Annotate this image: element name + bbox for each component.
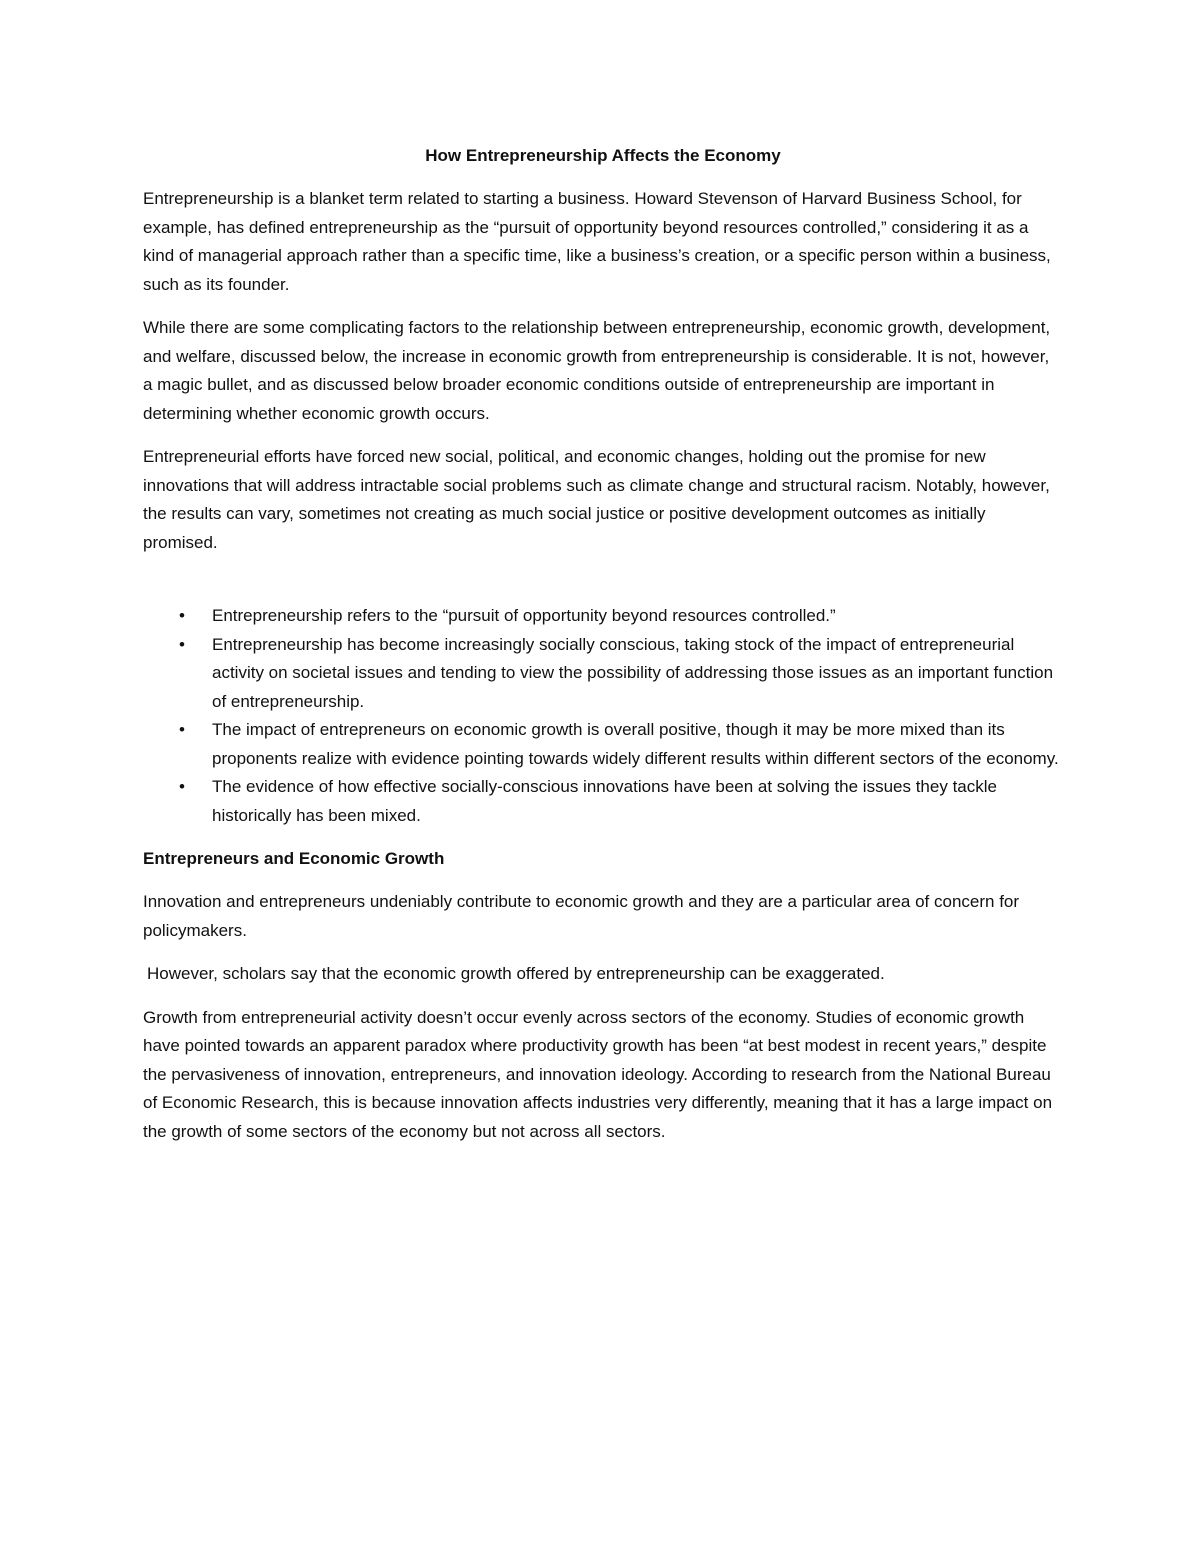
intro-paragraph-1: Entrepreneurship is a blanket term related to starting a business. Howard Stevenson of Harvard Business School, for example, has defined entrepreneurship as the “pursuit of opportunity beyond resources controlled,” considering it as a kind of managerial approach rather than a specific time, like a business’s creation, or a specific person within a business, such as its founder. — [143, 189, 1051, 294]
intro-paragraph-2: While there are some complicating factors to the relationship between entrepreneurship, economic growth, development, and welfare, discussed below, the increase in economic growth from entrepreneurship is considerable. It is not, however, a magic bullet, and as discussed below broader economic conditions outside of entrepreneurship are important in determining whether economic growth occurs. — [143, 318, 1051, 423]
document-body — [143, 142, 1063, 1161]
key-point-item — [143, 716, 1063, 773]
key-point-text: Entrepreneurship refers to the “pursuit of opportunity beyond resources controlled.” — [212, 606, 836, 625]
section-paragraph-3: Growth from entrepreneurial activity doesn’t occur evenly across sectors of the economy. Studies of economic growth have pointed towards an apparent paradox where productivity growth has been “at best modest in recent years,” despite the pervasiveness of innovation, entrepreneurs, and innovation ideology. According to research from the National Bureau of Economic Research, this is because innovation affects industries very differently, meaning that it has a large impact on the growth of some sectors of the economy but not across all sectors. — [143, 1007, 1053, 1141]
bullet-icon: • — [179, 720, 185, 739]
key-point-text: The impact of entrepreneurs on economic growth is overall positive, though it may be more mixed than its proponents realize with evidence pointing towards widely different results within different sectors of the economy. — [212, 720, 1059, 768]
key-point-text: The evidence of how effective socially-conscious innovations have been at solving the issues they tackle historically has been mixed. — [212, 777, 997, 825]
blank-line — [143, 572, 1063, 602]
key-point-text: Entrepreneurship has become increasingly socially conscious, taking stock of the impact of entrepreneurial activity on societal issues and tending to view the possibility of addressing those issues as an important function of entrepreneurship. — [212, 634, 1054, 711]
section-paragraph-2: However, scholars say that the economic growth offered by entrepreneurship can be exaggerated. — [147, 964, 885, 983]
bullet-icon: • — [179, 606, 185, 625]
bullet-icon: • — [179, 777, 185, 796]
section-heading: Entrepreneurs and Economic Growth — [143, 849, 445, 868]
key-point-item — [143, 631, 1063, 717]
intro-paragraph-3: Entrepreneurial efforts have forced new social, political, and economic changes, holding out the promise for new innovations that will address intractable social problems such as climate change and structural racism. Notably, however, the results can vary, sometimes not creating as much social justice or positive development outcomes as initially promised. — [143, 447, 1050, 552]
key-points-list — [143, 602, 1063, 830]
key-point-item — [143, 773, 1063, 830]
section-paragraph-1: Innovation and entrepreneurs undeniably contribute to economic growth and they are a particular area of concern for policymakers. — [143, 892, 1020, 940]
key-point-item — [143, 602, 1063, 631]
document-title: How Entrepreneurship Affects the Economy — [425, 146, 781, 165]
bullet-icon: • — [179, 634, 185, 654]
